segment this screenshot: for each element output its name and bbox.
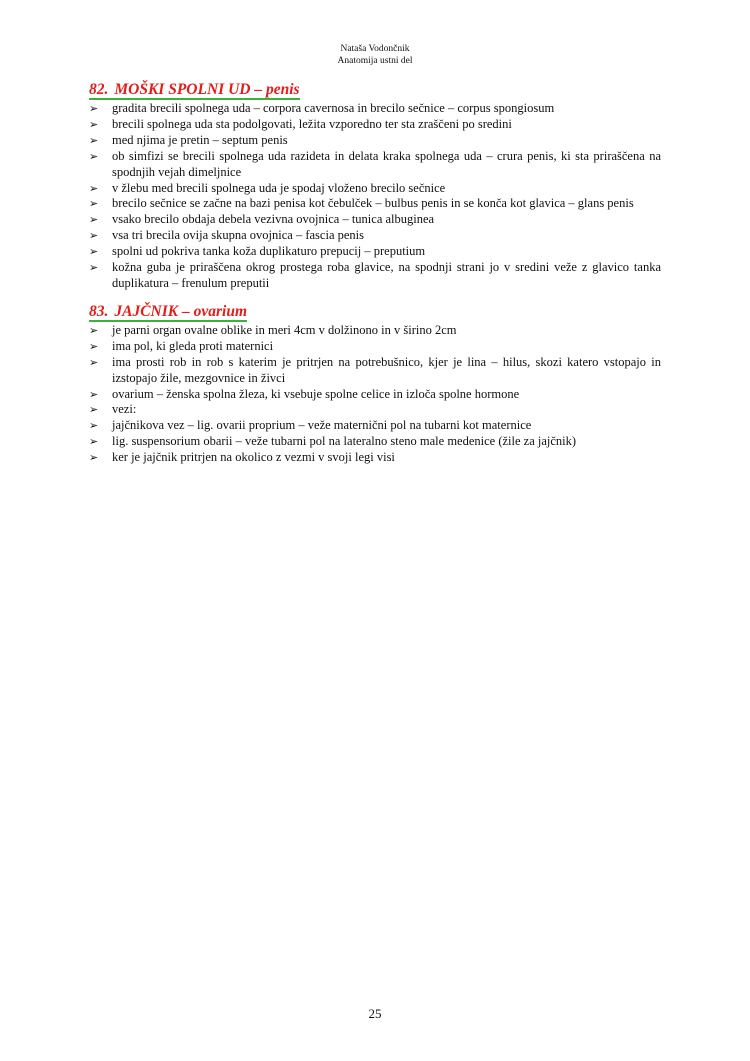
document-body xyxy=(89,80,661,466)
section-83 xyxy=(89,302,661,466)
list-item xyxy=(89,402,661,418)
list-item-text: ima prosti rob in rob s katerim je pritrjen na potrebušnico, kjer je lina – hilus, skozi katero vstopajo in izstopajo žile, mezgovnice in živci xyxy=(112,354,661,385)
list-item xyxy=(89,355,661,387)
header-subtitle: Anatomija ustni del xyxy=(337,55,413,66)
arrow-bullet-icon: ➢ xyxy=(89,181,99,195)
list-item xyxy=(89,149,661,181)
list-item xyxy=(89,387,661,403)
list-item xyxy=(89,450,661,466)
section-heading-text xyxy=(89,82,300,100)
list-item-text: ker je jajčnik pritrjen na okolico z vezmi v svoji legi visi xyxy=(112,450,395,465)
list-item xyxy=(89,434,661,450)
list-item xyxy=(89,117,661,133)
list-item-text: vsako brecilo obdaja debela vezivna ovojnica – tunica albuginea xyxy=(112,212,435,227)
list-item xyxy=(89,101,661,117)
list-item-text: gradita brecili spolnega uda – corpora cavernosa in brecilo sečnice – corpus spongiosum xyxy=(112,101,555,115)
list-item xyxy=(89,181,661,197)
arrow-bullet-icon: ➢ xyxy=(89,419,99,433)
list-item-text: spolni ud pokriva tanka koža duplikaturo prepucij – preputium xyxy=(112,244,426,259)
list-item xyxy=(89,212,661,228)
bullet-list xyxy=(89,323,661,466)
bullet-list xyxy=(89,101,661,292)
list-item-text: ob simfizi se brecili spolnega uda razideta in delata kraka spolnega uda – crura penis, ki sta priraščena na spodnjih vejah dimeljnice xyxy=(112,148,661,179)
list-item xyxy=(89,133,661,149)
arrow-bullet-icon: ➢ xyxy=(89,403,99,417)
list-item xyxy=(89,244,661,260)
list-item-text: lig. suspensorium obarii – veže tubarni pol na lateralno steno male medenice (žile za jajčnik) xyxy=(112,434,577,449)
list-item-text: med njima je pretin – septum penis xyxy=(112,132,288,147)
arrow-bullet-icon: ➢ xyxy=(89,213,99,227)
list-item-text: v žlebu med brecili spolnega uda je spodaj vloženo brecilo sečnice xyxy=(112,180,446,195)
section-heading xyxy=(89,80,661,100)
arrow-bullet-icon: ➢ xyxy=(89,261,99,275)
header-author: Nataša Vodončnik xyxy=(340,44,410,54)
arrow-bullet-icon: ➢ xyxy=(89,435,99,449)
arrow-bullet-icon: ➢ xyxy=(89,149,99,163)
arrow-bullet-icon: ➢ xyxy=(89,451,99,465)
section-number: 83. xyxy=(89,302,109,320)
page-header xyxy=(0,44,750,67)
section-heading-text xyxy=(89,304,247,322)
list-item-text: kožna guba je priraščena okrog prostega roba glavice, na spodnji strani jo v sredini veže z glavico tanka duplikatura – frenulum preputii xyxy=(112,260,661,290)
arrow-bullet-icon: ➢ xyxy=(89,245,99,259)
list-item xyxy=(89,228,661,244)
list-item-text: brecilo sečnice se začne na bazi penisa kot čebulček – bulbus penis in se konča kot glavica – glans penis xyxy=(112,196,634,211)
list-item-text: brecili spolnega uda sta podolgovati, ležita vzporedno ter sta zraščeni po sredini xyxy=(112,116,512,131)
arrow-bullet-icon: ➢ xyxy=(89,387,99,401)
section-number: 82. xyxy=(89,81,109,98)
list-item xyxy=(89,339,661,355)
arrow-bullet-icon: ➢ xyxy=(89,117,99,131)
arrow-bullet-icon: ➢ xyxy=(89,229,99,243)
arrow-bullet-icon: ➢ xyxy=(89,102,99,115)
list-item-text: ima pol, ki gleda proti maternici xyxy=(112,338,274,353)
list-item xyxy=(89,196,661,212)
list-item xyxy=(89,323,661,339)
arrow-bullet-icon: ➢ xyxy=(89,197,99,211)
list-item-text: jajčnikova vez – lig. ovarii proprium – veže maternični pol na tubarni kot maternice xyxy=(112,418,532,433)
arrow-bullet-icon: ➢ xyxy=(89,133,99,147)
arrow-bullet-icon: ➢ xyxy=(89,339,99,353)
list-item-text: ovarium – ženska spolna žleza, ki vsebuje spolne celice in izloča spolne hormone xyxy=(112,386,520,401)
arrow-bullet-icon: ➢ xyxy=(89,323,99,337)
section-heading xyxy=(89,302,661,322)
section-82 xyxy=(89,80,661,292)
section-title: JAJČNIK – ovarium xyxy=(114,302,248,320)
arrow-bullet-icon: ➢ xyxy=(89,355,99,369)
list-item xyxy=(89,260,661,292)
page-number: 25 xyxy=(368,1006,382,1021)
list-item-text: vsa tri brecila ovija skupna ovojnica – fascia penis xyxy=(112,228,365,243)
list-item xyxy=(89,418,661,434)
list-item-text: vezi: xyxy=(112,402,137,417)
section-title: MOŠKI SPOLNI UD – penis xyxy=(114,81,300,98)
list-item-text: je parni organ ovalne oblike in meri 4cm v dolžinono in v širino 2cm xyxy=(112,322,457,337)
